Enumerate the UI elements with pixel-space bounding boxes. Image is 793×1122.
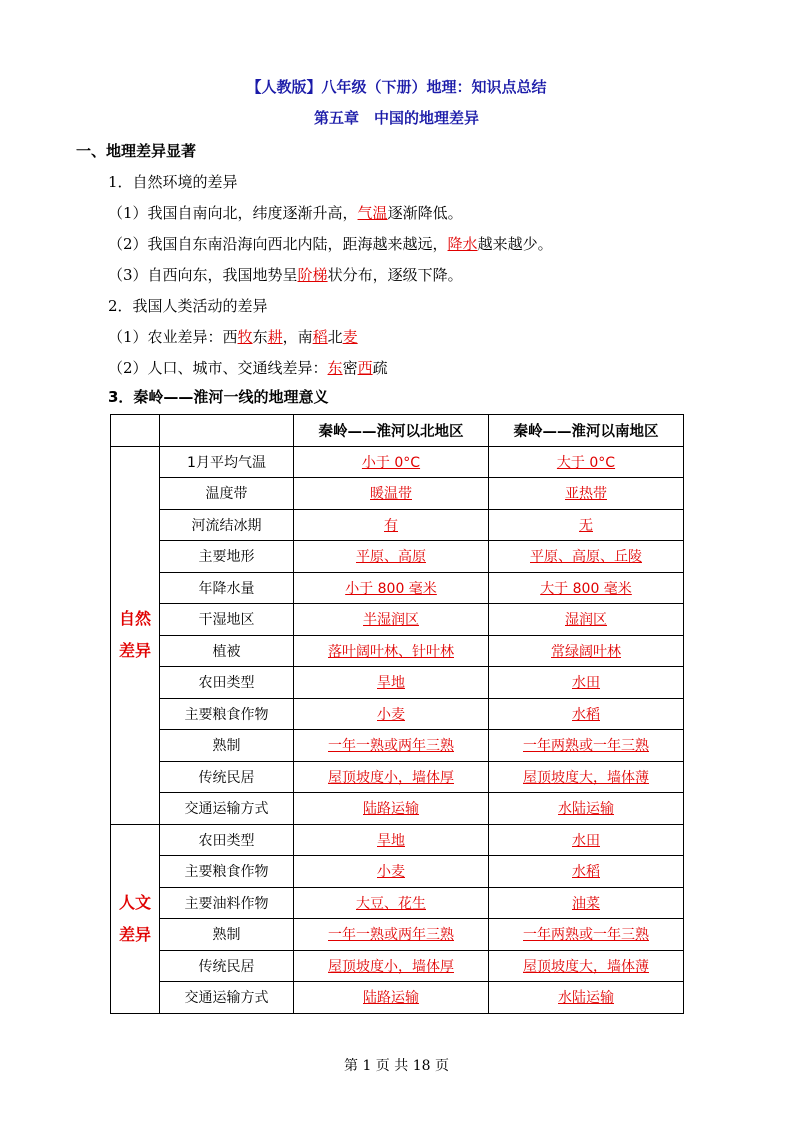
north-value-cell xyxy=(294,478,489,510)
table-row xyxy=(111,919,684,951)
north-value-cell xyxy=(294,982,489,1014)
south-value: 水陆运输 xyxy=(558,990,614,1007)
nature-group-label xyxy=(111,446,160,824)
table-row xyxy=(111,887,684,919)
subheading-qinling: 3．秦岭——淮河一线的地理意义 xyxy=(108,388,329,406)
table-row xyxy=(111,667,684,699)
north-value-cell xyxy=(294,698,489,730)
table-row xyxy=(111,604,684,636)
page-footer: 第 1 页 共 18 页 xyxy=(344,1058,449,1074)
north-value: 落叶阔叶林、针叶林 xyxy=(328,643,454,660)
human-group-label xyxy=(111,824,160,1013)
text: 疏 xyxy=(372,359,388,377)
keyword: 东 xyxy=(327,359,343,377)
south-value: 亚热带 xyxy=(565,486,607,503)
text: 东 xyxy=(252,328,268,346)
south-value: 平原、高原、丘陵 xyxy=(530,549,642,566)
table-row xyxy=(111,635,684,667)
north-value-cell xyxy=(294,919,489,951)
south-value-cell xyxy=(489,698,684,730)
keyword: 耕 xyxy=(267,328,283,346)
north-value: 旱地 xyxy=(377,832,405,849)
south-value: 常绿阔叶林 xyxy=(551,643,621,660)
south-value-cell xyxy=(489,478,684,510)
south-value: 一年两熟或一年三熟 xyxy=(523,738,649,755)
group-label-line: 人文 xyxy=(118,892,151,912)
south-value-cell xyxy=(489,950,684,982)
text: （1）农业差异：西 xyxy=(108,328,238,346)
south-value-cell xyxy=(489,982,684,1014)
item-cell: 年降水量 xyxy=(160,572,294,604)
table-body xyxy=(111,415,684,1014)
south-value: 湿润区 xyxy=(565,612,607,629)
point-terrain xyxy=(108,264,463,285)
north-value: 一年一熟或两年三熟 xyxy=(328,927,454,944)
north-value-cell xyxy=(294,604,489,636)
south-value-cell xyxy=(489,509,684,541)
north-value: 平原、高原 xyxy=(356,549,426,566)
item-cell: 农田类型 xyxy=(160,824,294,856)
item-cell: 主要粮食作物 xyxy=(160,856,294,888)
table-row xyxy=(111,446,684,478)
table-row xyxy=(111,824,684,856)
group-label-line: 差异 xyxy=(118,641,151,660)
south-value-cell xyxy=(489,446,684,478)
point-temperature xyxy=(108,202,463,223)
group-label-line: 差异 xyxy=(118,924,151,944)
table-row xyxy=(111,856,684,888)
item-cell: 植被 xyxy=(160,635,294,667)
document-title: 【人教版】八年级（下册）地理：知识点总结 xyxy=(246,78,547,96)
keyword: 降水 xyxy=(447,235,478,253)
item-cell: 主要地形 xyxy=(160,541,294,573)
header-south: 秦岭——淮河以南地区 xyxy=(489,415,684,447)
item-cell: 干湿地区 xyxy=(160,604,294,636)
north-value: 一年一熟或两年三熟 xyxy=(328,738,454,755)
item-cell: 1月平均气温 xyxy=(160,446,294,478)
table-row xyxy=(111,793,684,825)
south-value: 水稻 xyxy=(572,864,600,881)
subheading-natural: 1．自然环境的差异 xyxy=(108,173,238,191)
item-cell: 主要粮食作物 xyxy=(160,698,294,730)
north-value: 大豆、花生 xyxy=(356,895,426,912)
subheading-human: 2．我国人类活动的差异 xyxy=(108,297,268,315)
point-population xyxy=(108,357,388,378)
group-label-line: 自然 xyxy=(118,609,151,628)
north-value: 小麦 xyxy=(377,706,405,723)
north-value: 陆路运输 xyxy=(363,801,419,818)
table-row xyxy=(111,509,684,541)
south-value-cell xyxy=(489,919,684,951)
keyword: 气温 xyxy=(357,204,388,222)
keyword: 牧 xyxy=(237,328,253,346)
north-value: 小于 0°C xyxy=(361,454,421,471)
text: 逐渐降低。 xyxy=(387,204,463,222)
keyword: 稻 xyxy=(312,328,328,346)
south-value-cell xyxy=(489,667,684,699)
item-cell: 传统民居 xyxy=(160,950,294,982)
north-value: 屋顶坡度小，墙体厚 xyxy=(328,769,454,786)
south-value-cell xyxy=(489,635,684,667)
south-value-cell xyxy=(489,856,684,888)
north-value-cell xyxy=(294,950,489,982)
south-value: 油菜 xyxy=(572,895,600,912)
north-value-cell xyxy=(294,572,489,604)
north-value-cell xyxy=(294,761,489,793)
north-value: 陆路运输 xyxy=(363,990,419,1007)
north-value: 有 xyxy=(384,517,398,534)
item-cell: 交通运输方式 xyxy=(160,982,294,1014)
header-empty-cell xyxy=(160,415,294,447)
point-agriculture xyxy=(108,326,358,347)
north-value: 小麦 xyxy=(377,864,405,881)
item-cell: 河流结冰期 xyxy=(160,509,294,541)
text: 状分布，逐级下降。 xyxy=(327,266,463,284)
south-value: 水田 xyxy=(572,675,600,692)
north-value-cell xyxy=(294,667,489,699)
south-value: 屋顶坡度大，墙体薄 xyxy=(523,958,649,975)
north-value-cell xyxy=(294,856,489,888)
south-value: 水田 xyxy=(572,832,600,849)
south-value: 大于 800 毫米 xyxy=(540,580,632,597)
item-cell: 温度带 xyxy=(160,478,294,510)
item-cell: 农田类型 xyxy=(160,667,294,699)
header-empty-cell xyxy=(111,415,160,447)
south-value: 屋顶坡度大，墙体薄 xyxy=(523,769,649,786)
south-value-cell xyxy=(489,824,684,856)
section-heading: 一、地理差异显著 xyxy=(76,142,197,160)
south-value-cell xyxy=(489,604,684,636)
north-value-cell xyxy=(294,730,489,762)
south-value: 一年两熟或一年三熟 xyxy=(523,927,649,944)
text: 密 xyxy=(342,359,358,377)
north-value-cell xyxy=(294,887,489,919)
north-value: 半湿润区 xyxy=(363,612,419,629)
north-value-cell xyxy=(294,446,489,478)
north-value: 屋顶坡度小，墙体厚 xyxy=(328,958,454,975)
item-cell: 交通运输方式 xyxy=(160,793,294,825)
item-cell: 熟制 xyxy=(160,730,294,762)
north-value-cell xyxy=(294,541,489,573)
text: ，南 xyxy=(282,328,313,346)
qinling-huaihe-table xyxy=(110,414,684,1014)
south-value: 水陆运输 xyxy=(558,801,614,818)
south-value: 无 xyxy=(579,517,593,534)
header-north: 秦岭——淮河以北地区 xyxy=(294,415,489,447)
table-row xyxy=(111,950,684,982)
table-row xyxy=(111,982,684,1014)
north-value-cell xyxy=(294,824,489,856)
north-value: 暖温带 xyxy=(370,486,412,503)
text: （2）我国自东南沿海向西北内陆，距海越来越远， xyxy=(108,235,448,253)
text: 越来越少。 xyxy=(477,235,553,253)
item-cell: 熟制 xyxy=(160,919,294,951)
table-row xyxy=(111,761,684,793)
text: （2）人口、城市、交通线差异： xyxy=(108,359,328,377)
north-value-cell xyxy=(294,635,489,667)
text: （3）自西向东，我国地势呈 xyxy=(108,266,298,284)
item-cell: 主要油料作物 xyxy=(160,887,294,919)
north-value-cell xyxy=(294,509,489,541)
south-value: 水稻 xyxy=(572,706,600,723)
chapter-title: 第五章 中国的地理差异 xyxy=(313,109,479,127)
south-value-cell xyxy=(489,572,684,604)
south-value-cell xyxy=(489,761,684,793)
table-header-row xyxy=(111,415,684,447)
table-row xyxy=(111,730,684,762)
north-value: 旱地 xyxy=(377,675,405,692)
text: 北 xyxy=(327,328,343,346)
north-value-cell xyxy=(294,793,489,825)
north-value: 小于 800 毫米 xyxy=(345,580,437,597)
table-row xyxy=(111,478,684,510)
south-value: 大于 0°C xyxy=(556,454,616,471)
table-row xyxy=(111,541,684,573)
south-value-cell xyxy=(489,730,684,762)
table-row xyxy=(111,698,684,730)
table-row xyxy=(111,572,684,604)
text: （1）我国自南向北，纬度逐渐升高， xyxy=(108,204,358,222)
keyword: 阶梯 xyxy=(297,266,328,284)
item-cell: 传统民居 xyxy=(160,761,294,793)
keyword: 麦 xyxy=(342,328,358,346)
point-precipitation xyxy=(108,233,553,254)
keyword: 西 xyxy=(357,359,373,377)
south-value-cell xyxy=(489,541,684,573)
south-value-cell xyxy=(489,793,684,825)
south-value-cell xyxy=(489,887,684,919)
